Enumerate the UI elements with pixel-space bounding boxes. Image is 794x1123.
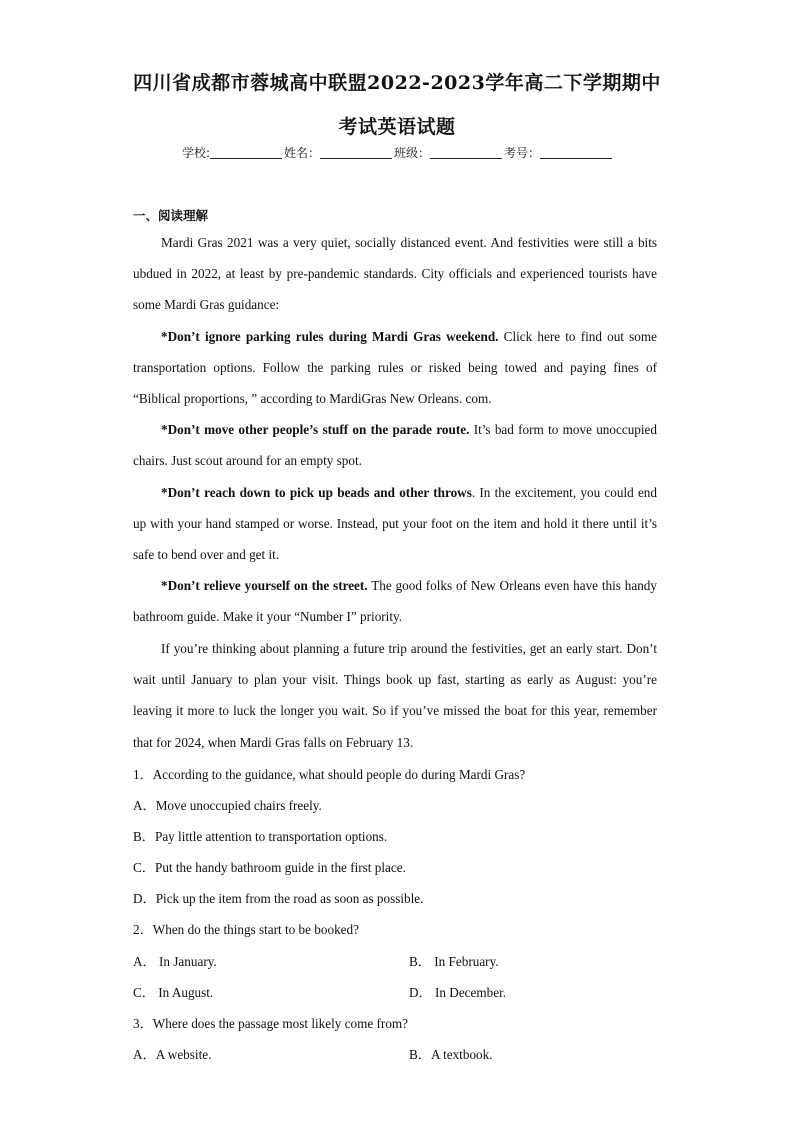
id-blank [540, 146, 612, 159]
tip-text: Click here to find out some transportation options. Follow the parking rules or risked being towed and paying fines of “Biblical proportions, ” according to MardiGras New Orleans. com. [133, 329, 657, 407]
tip-text: . In the excitement, you could end up with your hand stamped or worse. Instead, put your foot on the item and hold it there until it’s safe to bend over and get it. [133, 485, 657, 563]
name-blank [320, 146, 392, 159]
question-stem: 2．When do the things start to be booked? [133, 922, 359, 937]
passage-paragraph: Mardi Gras 2021 was a very quiet, socially distanced event. And festivities were still a bits ubdued in 2022, at least by pre-pandemic standards. City officials and experienced tourists have some Mardi Gras guidance: [133, 235, 657, 313]
answer-option: C．Put the handy bathroom guide in the first place. [133, 860, 406, 875]
tip-heading: *Don’t reach down to pick up beads and other throws [161, 485, 472, 500]
exam-title-line2: 考试英语试题 [338, 116, 456, 138]
class-blank [430, 146, 502, 159]
passage-paragraph [133, 414, 657, 476]
name-label: 姓名： [284, 146, 321, 160]
tip-text: It’s bad form to move unoccupied chairs. Just scout around for an empty spot. [133, 422, 657, 469]
answer-option: B．Pay little attention to transportation options. [133, 829, 388, 844]
exam-title-line1: 四川省成都市蓉城高中联盟2022-2023学年高二下学期期中 [133, 72, 661, 94]
question-stem: 3．Where does the passage most likely come from? [133, 1016, 409, 1031]
student-info-row [0, 144, 794, 161]
answer-option: D． In December. [409, 985, 507, 1000]
answer-option: C． In August. [133, 985, 214, 1000]
passage-paragraph [133, 570, 657, 632]
answer-option: A． In January. [133, 954, 217, 969]
tip-heading: *Don’t move other people’s stuff on the parade route. [161, 422, 470, 437]
answer-option: B． In February. [409, 954, 499, 969]
passage-paragraph [133, 477, 657, 571]
answer-option: A．A website. [133, 1047, 212, 1062]
answer-option: A．Move unoccupied chairs freely. [133, 798, 322, 813]
school-label: 学校: [181, 146, 210, 160]
school-blank [210, 146, 282, 159]
passage-paragraph: If you’re thinking about planning a future trip around the festivities, get an early start. Don’t wait until January to plan your visit. Things book up fast, starting as early as August: you’re leaving it more to luck the longer you wait. So if you’ve missed the boat for this year, remember that for 2024, when Mardi Gras falls on February 13. [133, 641, 657, 750]
answer-option: D．Pick up the item from the road as soon as possible. [133, 891, 424, 906]
question-stem: 1．According to the guidance, what should people do during Mardi Gras? [133, 767, 526, 782]
section-title: 一、阅读理解 [133, 208, 209, 223]
tip-text: The good folks of New Orleans even have this handy bathroom guide. Make it your “Number I” priority. [133, 578, 657, 625]
class-label: 班级： [394, 146, 431, 160]
passage-paragraph [133, 321, 657, 415]
tip-heading: *Don’t relieve yourself on the street. [161, 578, 368, 593]
id-label: 考号： [504, 146, 541, 160]
tip-heading: *Don’t ignore parking rules during Mardi Gras weekend. [161, 329, 499, 344]
answer-option: B．A textbook. [409, 1047, 493, 1062]
